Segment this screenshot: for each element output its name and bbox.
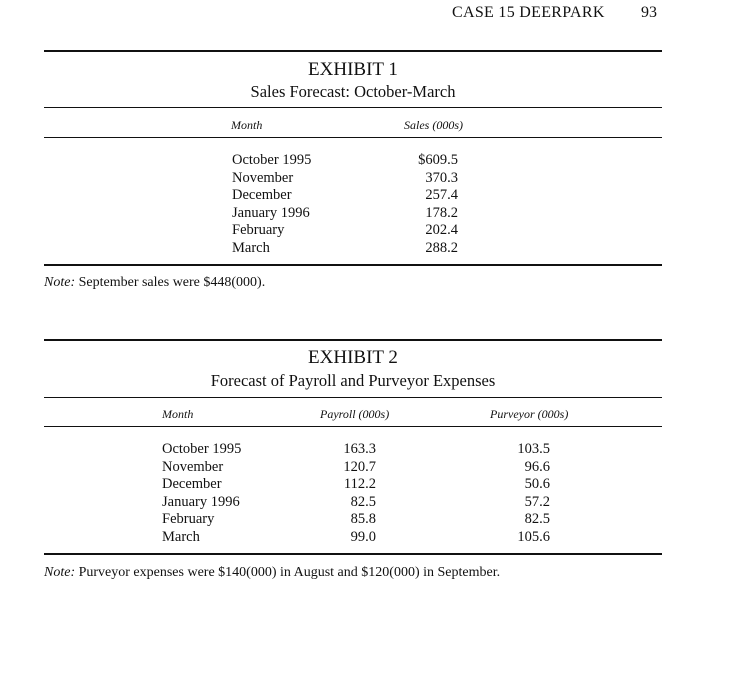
month-cell: February	[232, 222, 285, 239]
payroll-cell: 85.8	[350, 511, 376, 528]
sales-cell: 370.3	[425, 169, 458, 186]
note-label: Note:	[44, 565, 76, 580]
exhibit-2-subtitle: Forecast of Payroll and Purveyor Expenses	[210, 371, 496, 390]
table-row	[44, 205, 662, 223]
sales-cell: 257.4	[425, 187, 458, 204]
exhibit-1-col-sales: Sales (000s)	[404, 118, 463, 132]
exhibit-1-title: EXHIBIT 1	[308, 59, 398, 80]
exhibit-2-title-rule	[44, 397, 662, 398]
payroll-cell: 82.5	[350, 493, 376, 510]
month-cell: November	[232, 169, 294, 186]
month-cell: January 1996	[162, 493, 240, 510]
exhibit-2-top-rule	[44, 339, 662, 341]
sales-cell: 288.2	[425, 240, 458, 256]
month-cell: December	[162, 476, 222, 493]
exhibit-1-col-month: Month	[231, 118, 263, 132]
table-row	[44, 152, 662, 170]
sales-cell: 178.2	[425, 204, 458, 221]
purveyor-cell: 50.6	[524, 476, 550, 493]
exhibit-2-bottom-rule	[44, 553, 662, 555]
exhibit-1-bottom-rule	[44, 264, 662, 266]
table-row	[44, 187, 662, 205]
month-cell: November	[162, 458, 224, 475]
purveyor-cell: 57.2	[524, 493, 550, 510]
note-text: September sales were $448(000).	[75, 275, 266, 290]
exhibit-1-top-rule	[44, 50, 662, 52]
month-cell: October 1995	[232, 152, 312, 168]
purveyor-cell: 82.5	[524, 511, 550, 528]
payroll-cell: 99.0	[350, 529, 376, 545]
exhibit-1-header-rule	[44, 137, 662, 138]
month-cell: March	[162, 529, 200, 545]
purveyor-cell: 96.6	[524, 458, 550, 475]
month-cell: February	[162, 511, 215, 528]
table-row	[44, 441, 662, 459]
table-row	[44, 222, 662, 240]
page-number: 93	[641, 4, 657, 21]
exhibit-2-title: EXHIBIT 2	[308, 347, 398, 368]
table-row	[44, 494, 662, 512]
payroll-cell: 163.3	[343, 441, 376, 457]
exhibit-2	[44, 339, 662, 559]
table-row	[44, 511, 662, 529]
exhibit-1-title-rule	[44, 107, 662, 108]
table-row	[44, 170, 662, 188]
exhibit-1	[44, 50, 662, 270]
note-text: Purveyor expenses were $140(000) in August and $120(000) in September.	[75, 565, 501, 580]
month-cell: January 1996	[232, 204, 310, 221]
purveyor-cell: 105.6	[517, 529, 550, 545]
sales-cell: $609.5	[418, 152, 458, 168]
running-header	[0, 4, 740, 26]
exhibit-2-col-purveyor: Purveyor (000s)	[490, 407, 569, 421]
purveyor-cell: 103.5	[517, 441, 550, 457]
case-title: CASE 15 DEERPARK	[452, 4, 605, 21]
payroll-cell: 112.2	[343, 476, 376, 493]
exhibit-1-note	[44, 275, 265, 291]
month-cell: December	[232, 187, 292, 204]
table-row	[44, 240, 662, 258]
table-row	[44, 476, 662, 494]
month-cell: October 1995	[162, 441, 242, 457]
payroll-cell: 120.7	[343, 458, 376, 475]
sales-cell: 202.4	[425, 222, 458, 239]
table-row	[44, 529, 662, 547]
exhibit-1-subtitle: Sales Forecast: October-March	[250, 82, 456, 101]
exhibit-2-header-rule	[44, 426, 662, 427]
note-label: Note:	[44, 275, 76, 290]
month-cell: March	[232, 240, 270, 256]
exhibit-2-note	[44, 565, 500, 581]
exhibit-2-col-payroll: Payroll (000s)	[320, 407, 390, 421]
table-row	[44, 459, 662, 477]
exhibit-2-col-month: Month	[162, 407, 194, 421]
